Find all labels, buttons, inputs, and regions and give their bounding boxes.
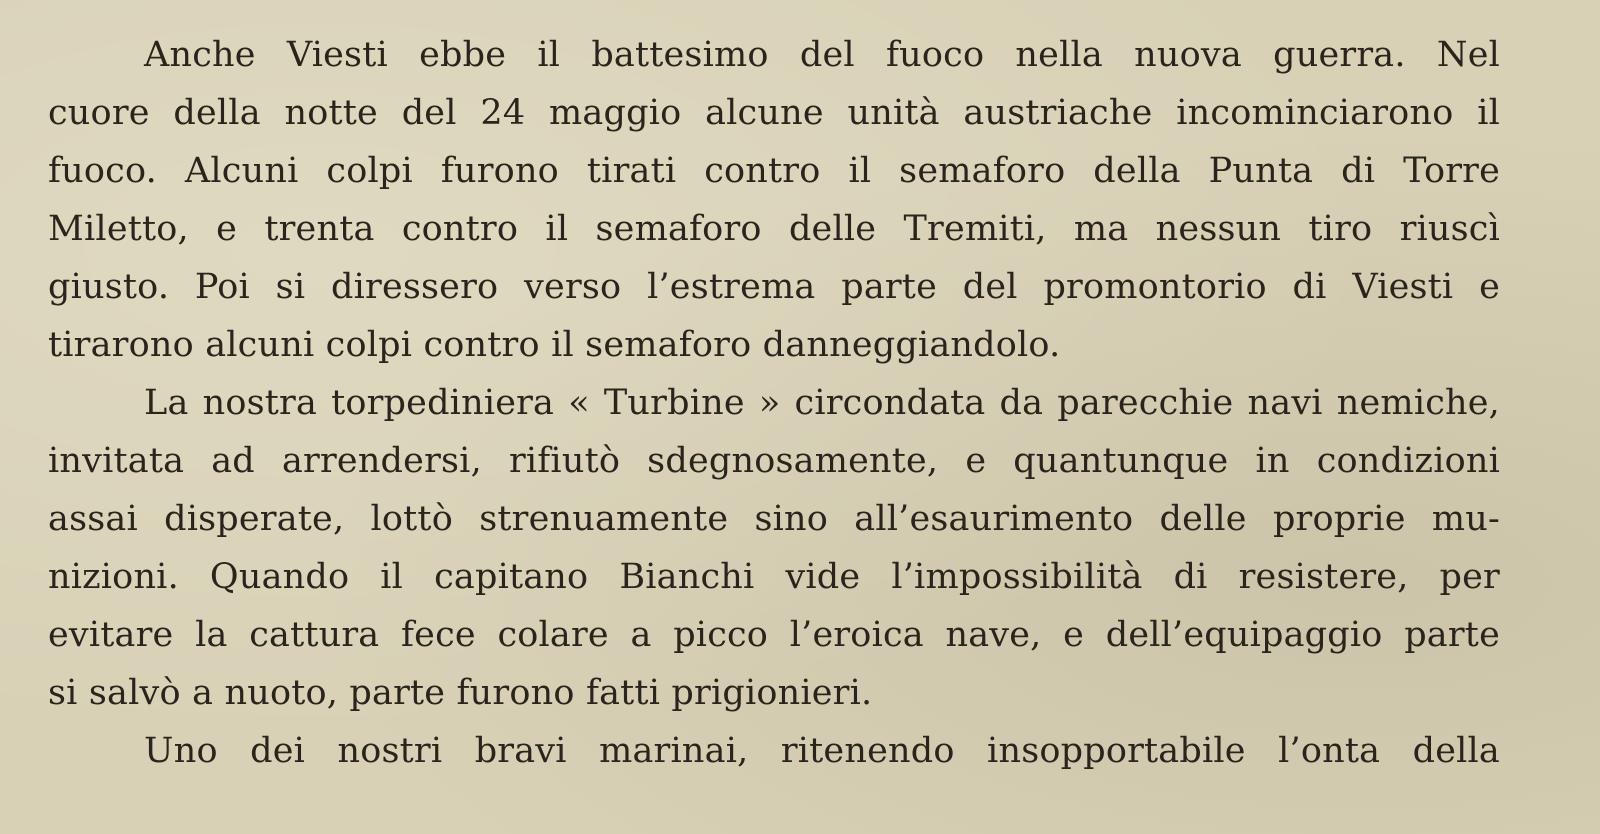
text-line: Miletto, e trenta contro il semaforo delle Tremiti, ma nessun tiro riuscì: [48, 209, 1500, 249]
text-line: nizioni. Quando il capitano Bianchi vide l’impossibilità di resistere, per: [48, 557, 1500, 597]
text-line: Uno dei nostri bravi marinai, ritenendo insopportabile l’onta della: [144, 731, 1500, 771]
text-line: evitare la cattura fece colare a picco l’eroica nave, e dell’equipaggio parte: [48, 615, 1500, 655]
text-line: cuore della notte del 24 maggio alcune unità austriache incominciarono il: [48, 93, 1500, 133]
text-line: fuoco. Alcuni colpi furono tirati contro il semaforo della Punta di Torre: [48, 151, 1500, 191]
text-line: giusto. Poi si diressero verso l’estrema parte del promontorio di Viesti e: [48, 267, 1500, 307]
document-page: [48, 26, 1500, 826]
text-line: tirarono alcuni colpi contro il semaforo danneggiandolo.: [48, 325, 1061, 365]
text-line: Anche Viesti ebbe il battesimo del fuoco nella nuova guerra. Nel: [144, 35, 1500, 75]
text-line: si salvò a nuoto, parte furono fatti prigionieri.: [48, 673, 873, 713]
text-line: La nostra torpediniera « Turbine » circondata da parecchie navi nemiche,: [144, 383, 1500, 423]
text-line: assai disperate, lottò strenuamente sino all’esaurimento delle proprie mu-: [48, 499, 1500, 539]
text-line: invitata ad arrendersi, rifiutò sdegnosamente, e quantunque in condizioni: [48, 441, 1500, 481]
